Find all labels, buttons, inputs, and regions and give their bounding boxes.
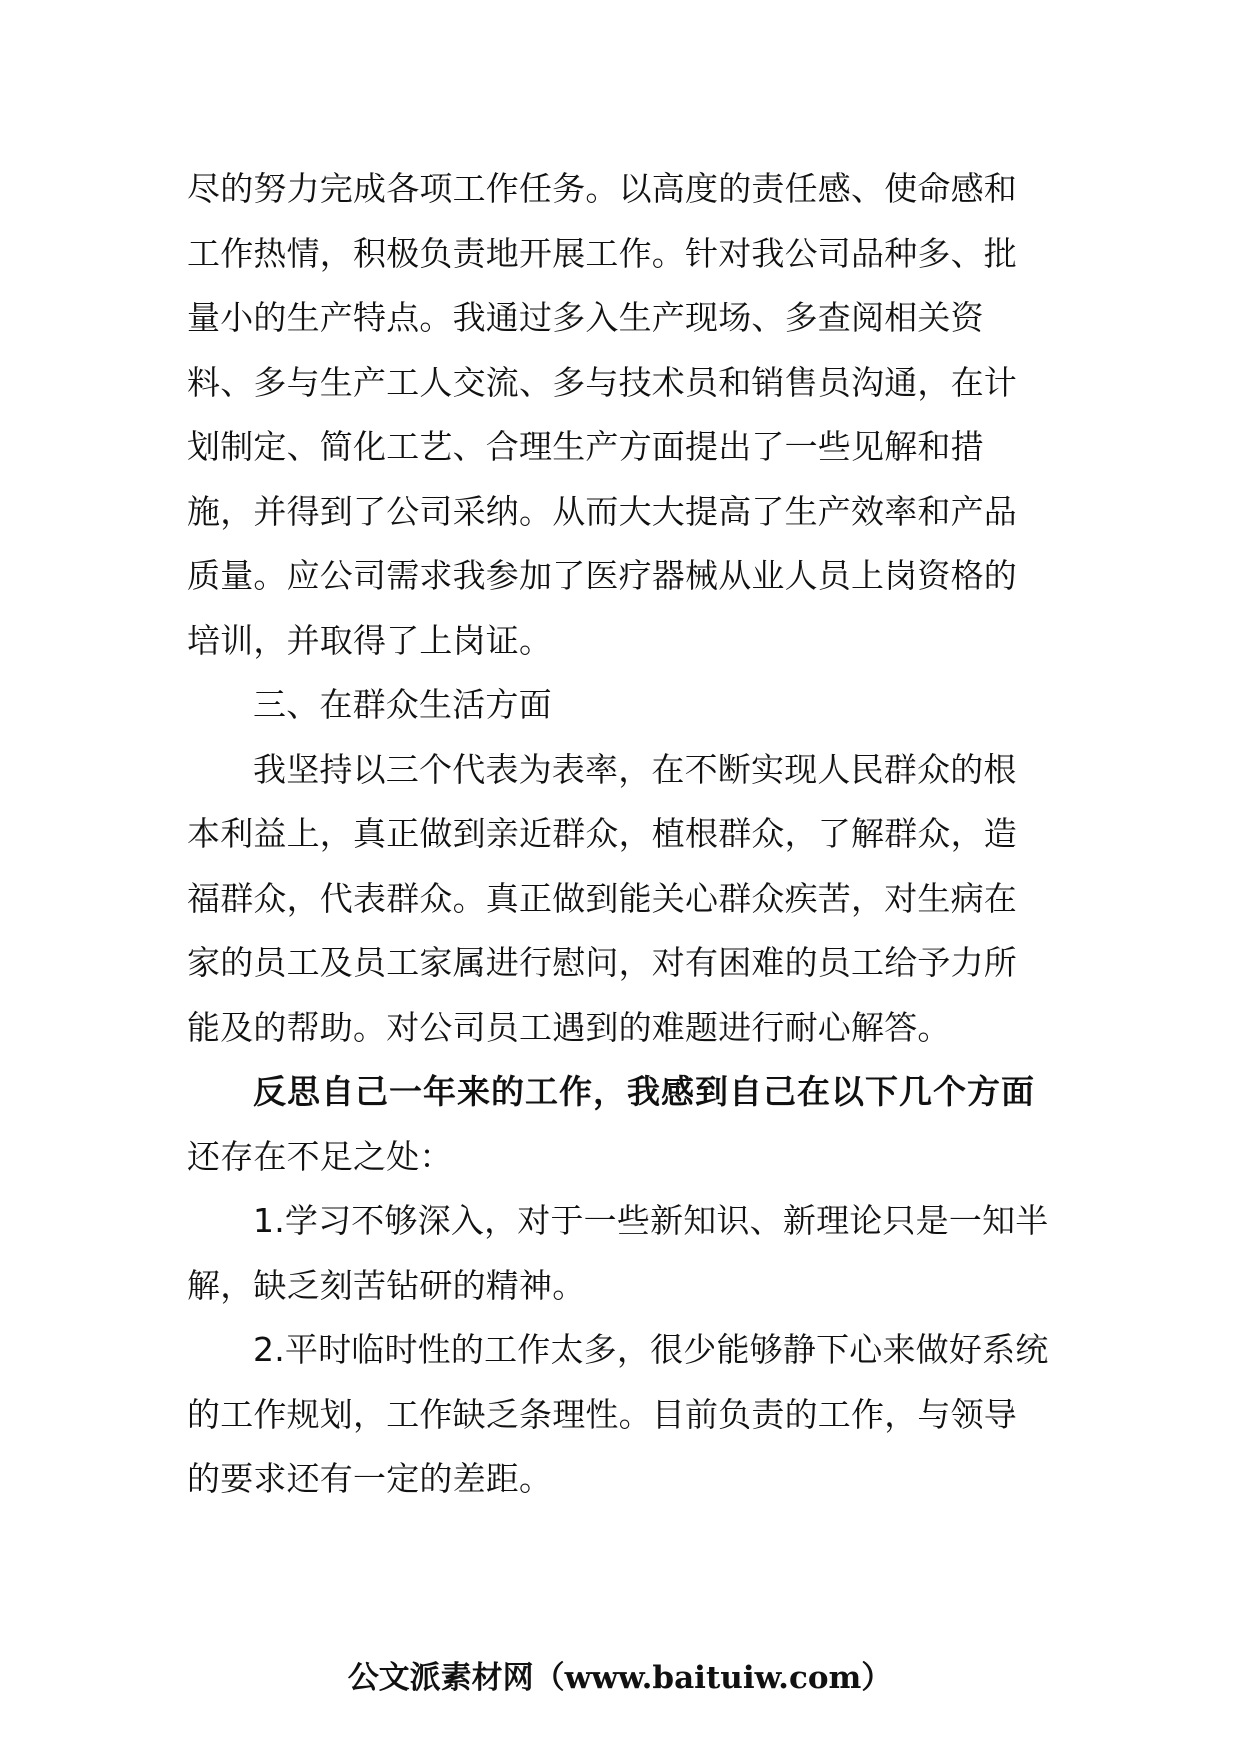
list-item: 1.学习不够深入，对于一些新知识、新理论只是一知半: [253, 1201, 1049, 1240]
footer-watermark: 公文派素材网（www.baituiw.com）: [347, 1660, 893, 1696]
body-line: 福群众，代表群众。真正做到能关心群众疾苦，对生病在: [187, 878, 1017, 918]
list-item: 2.平时临时性的工作太多，很少能够静下心来做好系统: [253, 1330, 1049, 1369]
body-line: 工作热情，积极负责地开展工作。针对我公司品种多、批: [187, 233, 1017, 273]
body-line: 解，缺乏刻苦钻研的精神。: [187, 1265, 586, 1305]
body-line: 能及的帮助。对公司员工遇到的难题进行耐心解答。: [187, 1007, 951, 1047]
body-line: 质量。应公司需求我参加了医疗器械从业人员上岗资格的: [187, 556, 1017, 595]
body-line: 本利益上，真正做到亲近群众，植根群众，了解群众，造: [187, 814, 1017, 853]
document-body: [187, 164, 1087, 1519]
body-line: 尽的努力完成各项工作任务。以高度的责任感、使命感和: [187, 169, 1017, 208]
body-line: 施，并得到了公司采纳。从而大大提高了生产效率和产品: [187, 491, 1017, 531]
section-heading: 三、在群众生活方面: [253, 685, 552, 724]
body-line: 家的员工及员工家属进行慰问，对有困难的员工给予力所: [187, 943, 1017, 982]
body-line: 量小的生产特点。我通过多入生产现场、多查阅相关资: [187, 298, 984, 337]
body-line: 我坚持以三个代表为表率，在不断实现人民群众的根: [253, 749, 1017, 789]
body-line: 料、多与生产工人交流、多与技术员和销售员沟通，在计: [187, 362, 1017, 402]
body-line: 的工作规划，工作缺乏条理性。目前负责的工作，与领导: [187, 1394, 1017, 1434]
body-line: 的要求还有一定的差距。: [187, 1459, 553, 1498]
reflection-heading: 反思自己一年来的工作，我感到自己在以下几个方面: [253, 1072, 1035, 1111]
body-line: 划制定、简化工艺、合理生产方面提出了一些见解和措: [187, 427, 984, 466]
body-line: 培训，并取得了上岗证。: [187, 620, 553, 660]
body-line: 还存在不足之处：: [187, 1136, 453, 1176]
